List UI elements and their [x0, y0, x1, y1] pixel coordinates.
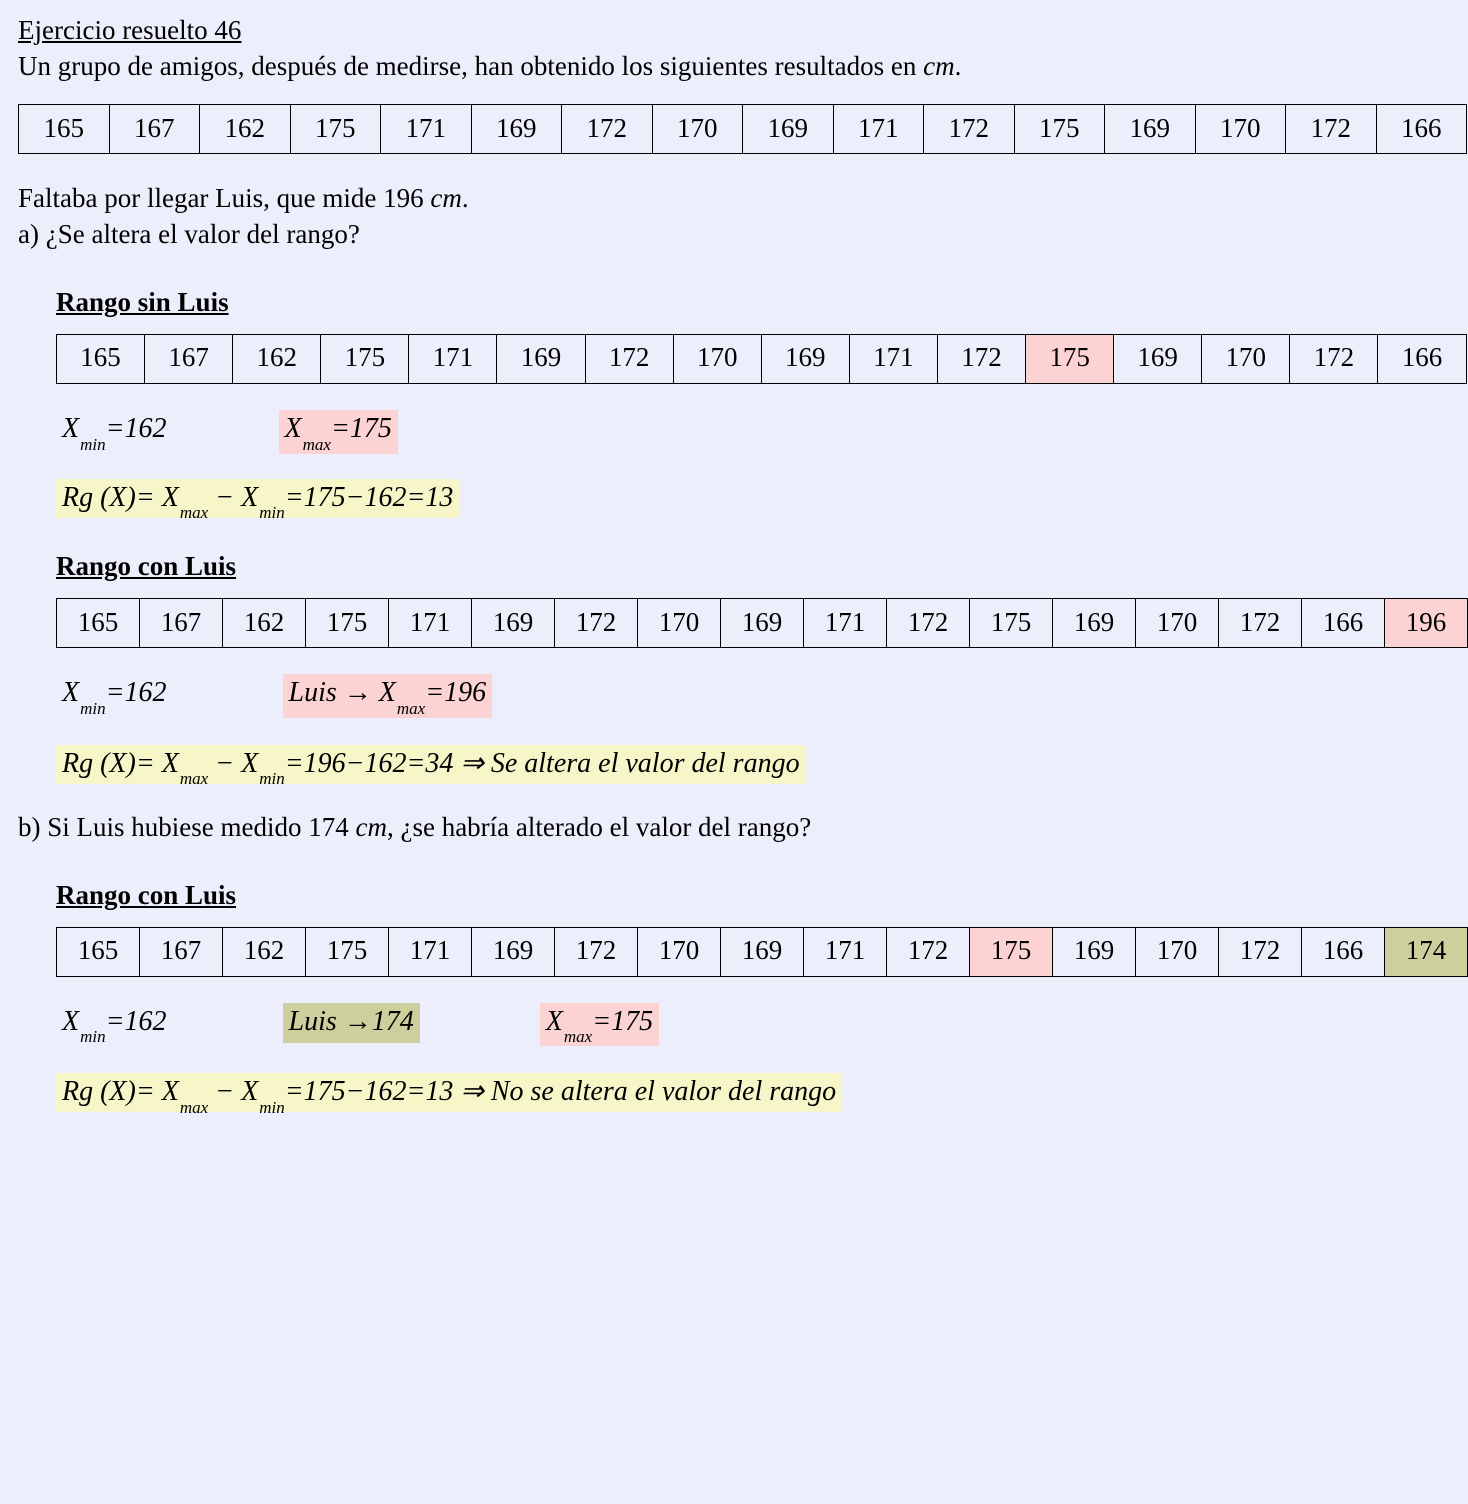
data-cell: 172	[887, 599, 970, 648]
data-cell-highlighted-max: 175	[1026, 334, 1114, 383]
section-c-range-wrap	[56, 1074, 1450, 1117]
luis-line-part1: Faltaba por llegar Luis, que mide 196	[18, 183, 431, 214]
data-cell: 165	[19, 105, 110, 154]
section-a-range-wrap	[56, 481, 1450, 523]
data-cell: 170	[673, 334, 761, 383]
data-cell: 162	[233, 334, 321, 383]
range-formula-c	[56, 1073, 842, 1117]
table-row	[19, 105, 1467, 154]
range-result: =175−162=13 ⇒ No se altera el valor del rango	[284, 1076, 837, 1108]
data-cell: 172	[1219, 927, 1302, 976]
data-cell: 162	[223, 927, 306, 976]
data-cell: 169	[472, 927, 555, 976]
range-minus: −	[215, 481, 235, 513]
data-cell: 172	[1286, 105, 1377, 154]
data-cell-highlighted-luis: 174	[1385, 927, 1468, 976]
rango-sin-luis-table	[56, 334, 1467, 384]
range-result: =196−162=34 ⇒ Se altera el valor del rango	[284, 747, 800, 779]
range-lhs: Rg (X)=	[62, 1076, 155, 1108]
xmax-symbol: X	[284, 412, 302, 444]
intro-text-part1: Un grupo de amigos, después de medirse, han obtenido los siguientes resultados en	[18, 50, 924, 81]
question-b-unit: cm	[355, 812, 387, 843]
question-b-end: , ¿se habría alterado el valor del rango?	[386, 812, 812, 843]
subheading-rango-con-luis-b: Rango con Luis	[56, 879, 237, 910]
range-xmin-subscript: min	[259, 769, 285, 789]
data-cell: 169	[497, 334, 585, 383]
data-cell: 165	[57, 599, 140, 648]
range-xmax-subscript: max	[179, 769, 209, 789]
main-data-table	[18, 104, 1467, 154]
range-formula-b	[56, 745, 806, 789]
xmin-value: =162	[105, 1005, 167, 1037]
data-cell: 175	[321, 334, 409, 383]
luis-line-end: .	[461, 183, 469, 214]
data-cell: 175	[306, 599, 389, 648]
data-cell: 165	[57, 334, 145, 383]
intro-unit: cm	[923, 50, 955, 81]
data-cell: 169	[721, 599, 804, 648]
data-cell: 165	[57, 927, 140, 976]
section-b-table-wrap	[56, 598, 1450, 648]
xmax-value: =175	[330, 412, 392, 444]
data-cell: 175	[290, 105, 381, 154]
xmin-expression	[56, 674, 173, 718]
xmin-expression	[56, 410, 173, 454]
question-b	[18, 809, 1450, 845]
luis-arrow: Luis →	[288, 677, 372, 709]
data-cell-highlighted-luis: 196	[1385, 599, 1468, 648]
data-cell: 170	[638, 927, 721, 976]
data-cell: 175	[1014, 105, 1105, 154]
xmax-subscript: max	[563, 1027, 593, 1047]
xmin-subscript: min	[80, 1027, 106, 1047]
range-xmax-symbol: X	[161, 1076, 179, 1108]
data-cell: 167	[140, 927, 223, 976]
luis-line	[18, 180, 1450, 216]
xmin-value: =162	[105, 412, 167, 444]
data-cell: 170	[652, 105, 743, 154]
intro-text-end: .	[954, 50, 962, 81]
data-cell: 162	[200, 105, 291, 154]
data-cell: 169	[472, 599, 555, 648]
question-a: a) ¿Se altera el valor del rango?	[18, 219, 360, 250]
data-cell: 172	[562, 105, 653, 154]
data-cell: 171	[389, 599, 472, 648]
data-cell: 162	[223, 599, 306, 648]
data-cell: 171	[804, 599, 887, 648]
page-title: Ejercicio resuelto 46	[18, 15, 242, 45]
data-cell: 167	[109, 105, 200, 154]
xmax-subscript: max	[396, 698, 426, 718]
rango-con-luis-174-table	[56, 927, 1468, 977]
xmin-symbol: X	[62, 1005, 80, 1037]
section-c-table-wrap	[56, 927, 1450, 977]
subheading-rango-sin-luis: Rango sin Luis	[56, 286, 229, 317]
xmin-subscript: min	[80, 434, 106, 454]
section-b-range-wrap	[56, 746, 1450, 789]
range-result: =175−162=13	[284, 481, 454, 513]
range-lhs: Rg (X)=	[62, 747, 155, 779]
range-formula-a	[56, 479, 459, 523]
data-cell: 169	[1105, 105, 1196, 154]
xmin-expression	[56, 1003, 173, 1047]
range-lhs: Rg (X)=	[62, 481, 155, 513]
table-row	[57, 599, 1468, 648]
data-cell: 171	[381, 105, 472, 154]
xmin-subscript: min	[80, 698, 106, 718]
section-c-minmax-row	[56, 1003, 1450, 1047]
range-xmax-symbol: X	[161, 481, 179, 513]
intro-text	[18, 49, 1450, 84]
xmin-symbol: X	[62, 412, 80, 444]
range-xmax-symbol: X	[161, 747, 179, 779]
question-b-part1: b) Si Luis hubiese medido 174	[18, 812, 356, 843]
range-xmin-symbol: X	[241, 747, 259, 779]
section-b-minmax-row	[56, 674, 1450, 718]
data-cell: 169	[721, 927, 804, 976]
data-cell: 166	[1378, 334, 1466, 383]
data-cell: 172	[555, 927, 638, 976]
data-cell: 172	[924, 105, 1015, 154]
data-cell: 172	[1290, 334, 1378, 383]
data-cell: 172	[585, 334, 673, 383]
data-cell: 169	[743, 105, 834, 154]
range-xmax-subscript: max	[179, 503, 209, 523]
xmax-value: =175	[592, 1005, 654, 1037]
data-cell: 167	[145, 334, 233, 383]
data-cell: 169	[1114, 334, 1202, 383]
data-cell: 171	[833, 105, 924, 154]
data-cell: 171	[409, 334, 497, 383]
luis-xmax-expression	[283, 674, 493, 718]
data-cell: 170	[1195, 105, 1286, 154]
range-minus: −	[215, 1076, 235, 1108]
data-cell: 170	[1136, 927, 1219, 976]
data-cell: 166	[1376, 105, 1467, 154]
data-cell: 170	[638, 599, 721, 648]
data-cell: 166	[1302, 927, 1385, 976]
luis-line-unit: cm	[430, 183, 462, 214]
range-xmin-subscript: min	[259, 503, 285, 523]
data-cell: 171	[804, 927, 887, 976]
xmin-symbol: X	[62, 677, 80, 709]
data-cell: 172	[937, 334, 1025, 383]
xmax-value: =196	[425, 677, 487, 709]
luis-value-expression: Luis →174	[283, 1003, 420, 1043]
data-cell: 166	[1302, 599, 1385, 648]
data-cell: 167	[140, 599, 223, 648]
data-cell: 171	[849, 334, 937, 383]
xmax-subscript: max	[302, 434, 331, 454]
xmax-symbol: X	[378, 677, 396, 709]
subheading-rango-con-luis-a: Rango con Luis	[56, 551, 237, 582]
xmax-expression	[540, 1003, 659, 1047]
data-cell: 171	[389, 927, 472, 976]
section-a-table-wrap	[56, 334, 1450, 384]
range-xmin-symbol: X	[241, 1076, 259, 1108]
data-cell: 169	[471, 105, 562, 154]
table-row	[57, 927, 1468, 976]
range-xmax-subscript: max	[179, 1097, 209, 1117]
rango-con-luis-table	[56, 598, 1468, 648]
section-a-minmax-row	[56, 410, 1450, 454]
data-cell: 172	[887, 927, 970, 976]
data-cell: 170	[1202, 334, 1290, 383]
table-row	[57, 334, 1467, 383]
data-cell: 169	[1053, 599, 1136, 648]
data-cell: 170	[1136, 599, 1219, 648]
data-cell: 169	[1053, 927, 1136, 976]
range-xmin-symbol: X	[241, 481, 259, 513]
xmin-value: =162	[105, 677, 167, 709]
xmax-expression	[279, 410, 398, 454]
data-cell: 172	[555, 599, 638, 648]
data-cell: 175	[306, 927, 389, 976]
range-xmin-subscript: min	[259, 1097, 285, 1117]
data-cell: 172	[1219, 599, 1302, 648]
data-cell: 175	[970, 599, 1053, 648]
range-minus: −	[215, 747, 235, 779]
data-cell: 169	[761, 334, 849, 383]
xmax-symbol: X	[545, 1005, 563, 1037]
data-cell-highlighted-max: 175	[970, 927, 1053, 976]
